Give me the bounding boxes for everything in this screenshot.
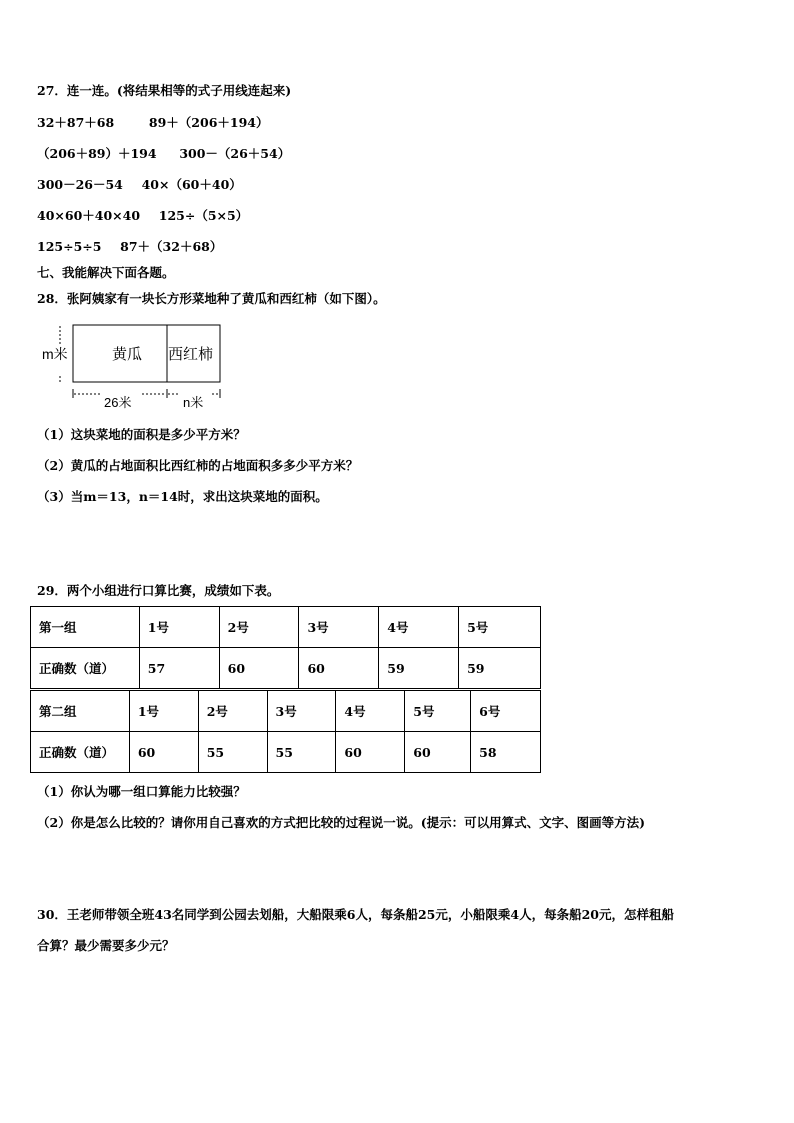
group1-member: 1号: [139, 607, 219, 648]
tomato-label: 西红柿: [168, 346, 214, 363]
group2-member: 3号: [267, 691, 336, 732]
q27-row-3: [37, 177, 242, 193]
group1-name: 第一组: [31, 607, 140, 648]
group2-label: 正确数（道）: [31, 732, 130, 773]
q27-right-5: 87＋（32＋68）: [120, 239, 223, 254]
q27-right-3: 40×（60＋40）: [141, 177, 242, 192]
group1-score: 60: [219, 648, 299, 689]
group2-score: 58: [471, 732, 541, 773]
group2-score: 60: [336, 732, 405, 773]
q30-line1: 30．王老师带领全班43名同学到公园去划船，大船限乘6人，每条船25元，小船限乘4人，每条船20元，怎样租船: [37, 907, 674, 922]
group1-table: [30, 606, 541, 689]
q27-left-4: 40×60＋40×40: [37, 208, 141, 223]
group1-member: 4号: [379, 607, 459, 648]
table-row: [31, 648, 541, 689]
group1-label: 正确数（道）: [31, 648, 140, 689]
q29-sub2: （2）你是怎么比较的？请你用自己喜欢的方式把比较的过程说一说。(提示：可以用算式、文字、图画等方法): [37, 815, 646, 830]
q27-row-1: [37, 115, 269, 131]
group1-member: 2号: [219, 607, 299, 648]
q27-row-5: [37, 239, 222, 255]
group2-score: 55: [267, 732, 336, 773]
q28-title: 28．张阿姨家有一块长方形菜地种了黄瓜和西红柿（如下图）。: [37, 291, 386, 306]
field-diagram: [40, 322, 240, 414]
field-diagram-svg: [40, 322, 240, 414]
group2-name: 第二组: [31, 691, 130, 732]
q27-left-2: （206＋89）＋194: [37, 146, 157, 161]
section-heading: 七、我能解决下面各题。: [37, 265, 175, 280]
group1-score: 60: [299, 648, 379, 689]
group2-member: 1号: [129, 691, 198, 732]
q27-right-2: 300－（26＋54）: [179, 146, 291, 161]
q28-sub2: （2）黄瓜的占地面积比西红柿的占地面积多多少平方米？: [37, 458, 359, 473]
group1-member: 5号: [459, 607, 541, 648]
q29-title: 29．两个小组进行口算比赛，成绩如下表。: [37, 583, 280, 598]
table-row: [31, 691, 541, 732]
q27-left-1: 32＋87＋68: [37, 115, 115, 130]
group2-score: 60: [129, 732, 198, 773]
q27-left-5: 125÷5÷5: [37, 239, 102, 254]
group1-score: 57: [139, 648, 219, 689]
group2-member: 2号: [198, 691, 267, 732]
q28-sub1: （1）这块菜地的面积是多少平方米？: [37, 427, 246, 442]
q27-right-4: 125÷（5×5）: [158, 208, 249, 223]
q28-sub3: （3）当m＝13，n＝14时，求出这块菜地的面积。: [37, 489, 328, 504]
group2-score: 60: [405, 732, 471, 773]
q27-left-3: 300－26－54: [37, 177, 123, 192]
height-label: m米: [42, 346, 68, 362]
group1-member: 3号: [299, 607, 379, 648]
q27-row-2: [37, 146, 290, 162]
group2-member: 5号: [405, 691, 471, 732]
q27-row-4: [37, 208, 248, 224]
q27-title: 27．连一连。(将结果相等的式子用线连起来): [37, 83, 292, 98]
width-label-26: 26米: [104, 395, 132, 410]
q30-line2: 合算？最少需要多少元？: [37, 938, 175, 953]
cucumber-label: 黄瓜: [112, 346, 143, 363]
group2-table: [30, 690, 541, 773]
table-row: [31, 732, 541, 773]
group2-member: 6号: [471, 691, 541, 732]
q27-right-1: 89＋（206＋194）: [148, 115, 269, 130]
width-label-n: n米: [183, 395, 204, 410]
group1-score: 59: [459, 648, 541, 689]
group2-member: 4号: [336, 691, 405, 732]
q29-sub1: （1）你认为哪一组口算能力比较强？: [37, 784, 246, 799]
group1-score: 59: [379, 648, 459, 689]
group2-score: 55: [198, 732, 267, 773]
table-row: [31, 607, 541, 648]
